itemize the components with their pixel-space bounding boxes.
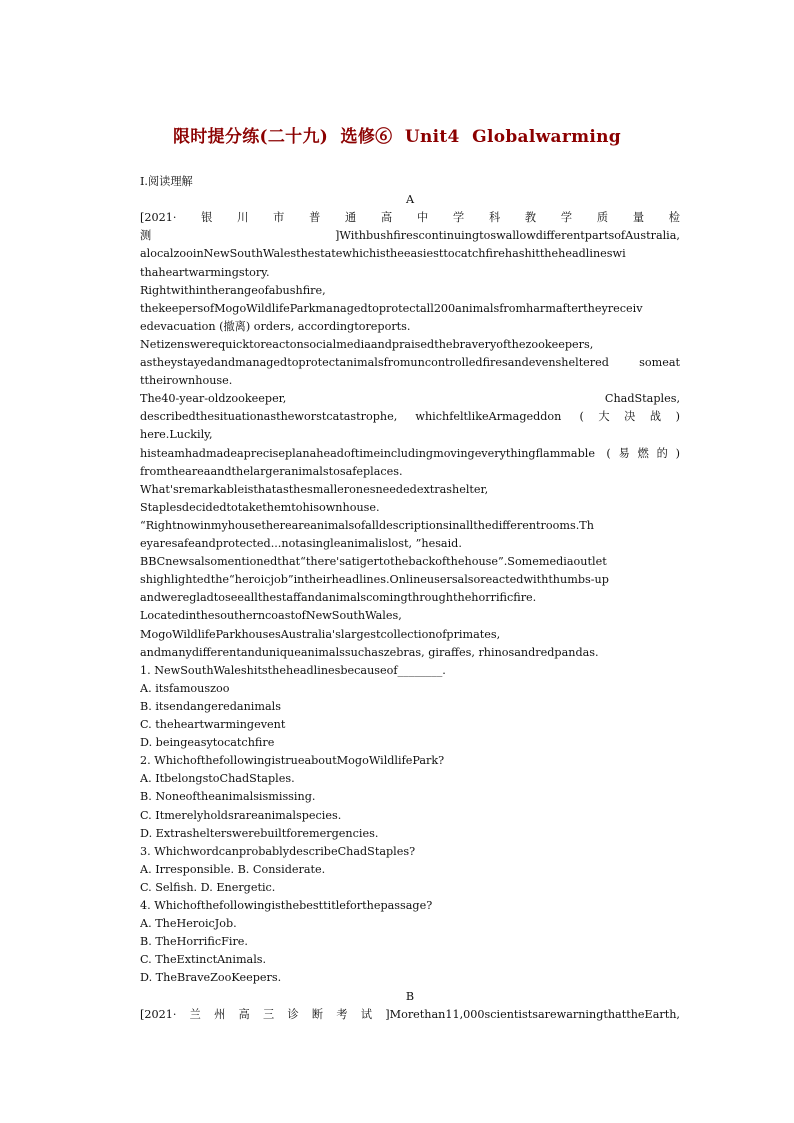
question-line: 2. WhichofthefollowingistrueaboutMogoWildlifePark? (140, 754, 445, 768)
passage-a-line: thekeepersofMogoWildlifeParkmanagedtoprotectall200animalsfromharmaftertheyreceiv (140, 301, 643, 315)
page-title: 限时提分练(二十九) 选修⑥ Unit4 Globalwarming (173, 127, 621, 147)
question-line: B. TheHorrificFire. (140, 935, 248, 949)
passage-a-line: andmanydifferentanduniqueanimalssuchaszebras, giraffes, rhinosandredpandas. (140, 645, 599, 659)
passage-b-label: B (405, 989, 415, 1003)
passage-a-line: describedthesituationastheworstcatastrophe, whichfeltlikeArmageddon (大决战) (140, 410, 680, 424)
passage-b-line: [2021·兰州高三诊断考试]Morethan11,000scientistsarewarningthattheEarth, (140, 1007, 680, 1021)
passage-a-line: shighlightedthe“heroicjob”intheirheadlines.Onlineusersalsoreactedwiththumbs-up (140, 573, 609, 587)
question-line: 1. NewSouthWaleshitstheheadlinesbecauseof________. (140, 663, 446, 677)
question-line: C. theheartwarmingevent (140, 718, 286, 731)
passage-a-line: histeamhadmadeapreciseplanaheadoftimeincludingmovingeverythingflammable (易燃的) (140, 446, 680, 460)
passage-a-line: edevacuation (撤离) orders, accordingtoreports. (140, 319, 411, 333)
question-line: D. TheBraveZooKeepers. (140, 971, 282, 985)
passage-a-line: ttheirownhouse. (140, 374, 233, 388)
passage-a-line: Netizenswerequicktoreactonsocialmediaandpraisedthebraveryofthezookeepers, (140, 337, 594, 351)
passage-a-line: fromtheareaandthelargeranimalstosafeplaces. (140, 464, 403, 478)
passage-a-line: MogoWildlifeParkhousesAustralia'slargestcollectionofprimates, (140, 627, 501, 641)
passage-a-line: “Rightnowinmyhousethereareanimalsofalldescriptionsinallthedifferentrooms.Th (140, 518, 594, 532)
passage-a-line: Rightwithintherangeofabushfire, (140, 283, 326, 297)
question-line: A. ItbelongstoChadStaples. (140, 772, 295, 786)
passage-a-line: BBCnewsalsomentionedthat“there'satigertothebackofthehouse”.Somemediaoutlet (140, 555, 607, 569)
question-line: A. Irresponsible. B. Considerate. (140, 862, 326, 876)
passage-a-line: astheystayedandmanagedtoprotectanimalsfromuncontrolledfiresandevensheltered someat (140, 356, 680, 369)
question-line: 4. Whichofthefollowingisthebesttitleforthepassage? (140, 899, 433, 912)
passage-a-line: [2021·银川市普通高中学科教学质量检 (140, 211, 680, 225)
passage-a-line: thaheartwarmingstory. (140, 265, 270, 279)
question-line: D. beingeasytocatchfire (140, 736, 275, 750)
passage-a-line: Staplesdecidedtotakethemtohisownhouse. (140, 500, 380, 514)
question-line: 3. WhichwordcanprobablydescribeChadStaples? (140, 844, 416, 858)
passage-a-line: 测]WithbushfirescontinuingtoswallowdifferentpartsofAustralia, (140, 229, 680, 243)
question-line: A. itsfamouszoo (140, 681, 230, 695)
question-line: C. Selfish. D. Energetic. (140, 880, 276, 894)
question-line: B. Noneoftheanimalsismissing. (140, 790, 316, 804)
question-line: A. TheHeroicJob. (140, 917, 237, 931)
passage-a-line: alocalzooinNewSouthWalesthestatewhichistheeasiesttocatchfirehashittheheadlineswi (140, 247, 626, 261)
passage-a-line: LocatedinthesoutherncoastofNewSouthWales, (140, 609, 402, 623)
passage-a-line: andweregladtoseeallthestaffandanimalscomingthroughthehorrificfire. (140, 591, 537, 605)
question-line: B. itsendangeredanimals (140, 699, 281, 713)
question-line: C. Itmerelyholdsrareanimalspecies. (140, 808, 342, 822)
passage-a-line: eyaresafeandprotected...notasingleanimalislost, ”hesaid. (140, 537, 462, 550)
passage-a-line: What'sremarkableisthatasthesmalleronesneededextrashelter, (140, 482, 489, 496)
question-line: C. TheExtinctAnimals. (140, 953, 267, 967)
section-heading: Ⅰ.阅读理解 (140, 175, 193, 188)
passage-a-label: A (405, 193, 415, 207)
passage-a-line: The40-year-oldzookeeper, ChadStaples, (140, 392, 680, 406)
question-line: D. Extrashelterswerebuiltforemergencies. (140, 826, 379, 840)
passage-a-line: here.Luckily, (140, 428, 213, 442)
